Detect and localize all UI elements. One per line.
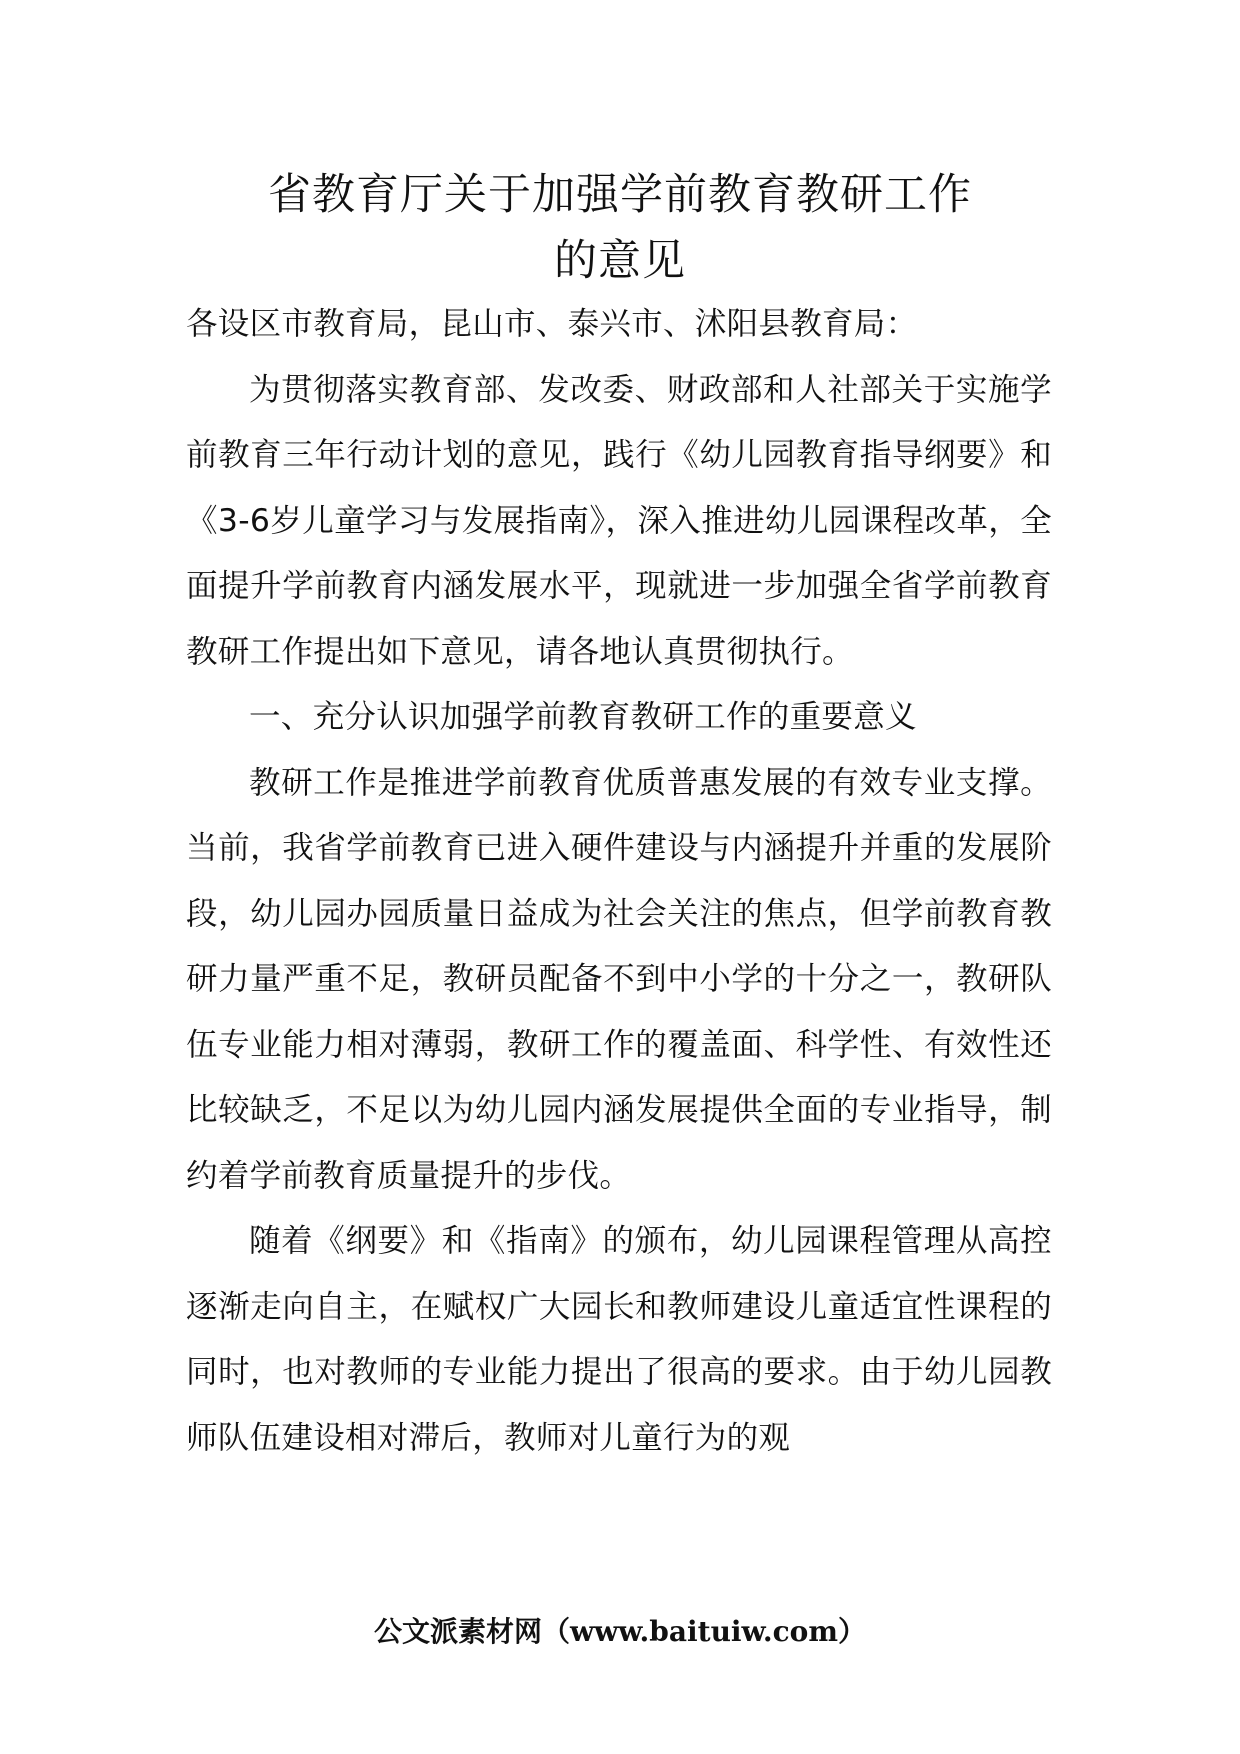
document-body — [186, 292, 1052, 1471]
document-title-line-1: 省教育厅关于加强学前教育教研工作 — [268, 170, 972, 220]
salutation: 各设区市教育局，昆山市、泰兴市、沭阳县教育局： — [186, 306, 918, 342]
paragraph-curriculum: 随着《纲要》和《指南》的颁布，幼儿园课程管理从高控逐渐走向自主，在赋权广大园长和教师建设儿童适宜性课程的同时，也对教师的专业能力提出了很高的要求。由于幼儿园教师队伍建设相对滞后，教师对儿童行为的观 — [186, 1223, 1052, 1456]
document-title-line-2: 的意见 — [554, 236, 686, 286]
paragraph-intro: 为贯彻落实教育部、发改委、财政部和人社部关于实施学前教育三年行动计划的意见，践行《幼儿园教育指导纲要》和《3-6岁儿童学习与发展指南》，深入推进幼儿园课程改革，全面提升学前教育内涵发展水平，现就进一步加强全省学前教育教研工作提出如下意见，请各地认真贯彻执行。 — [186, 371, 1052, 670]
section-heading-1: 一、充分认识加强学前教育教研工作的重要意义 — [249, 699, 917, 735]
watermark-footer: 公文派素材网（www.baituiw.com） — [374, 1615, 866, 1648]
paragraph-significance: 教研工作是推进学前教育优质普惠发展的有效专业支撑。当前，我省学前教育已进入硬件建设与内涵提升并重的发展阶段，幼儿园办园质量日益成为社会关注的焦点，但学前教育教研力量严重不足，教研员配备不到中小学的十分之一，教研队伍专业能力相对薄弱，教研工作的覆盖面、科学性、有效性还比较缺乏，不足以为幼儿园内涵发展提供全面的专业指导，制约着学前教育质量提升的步伐。 — [186, 764, 1052, 1194]
